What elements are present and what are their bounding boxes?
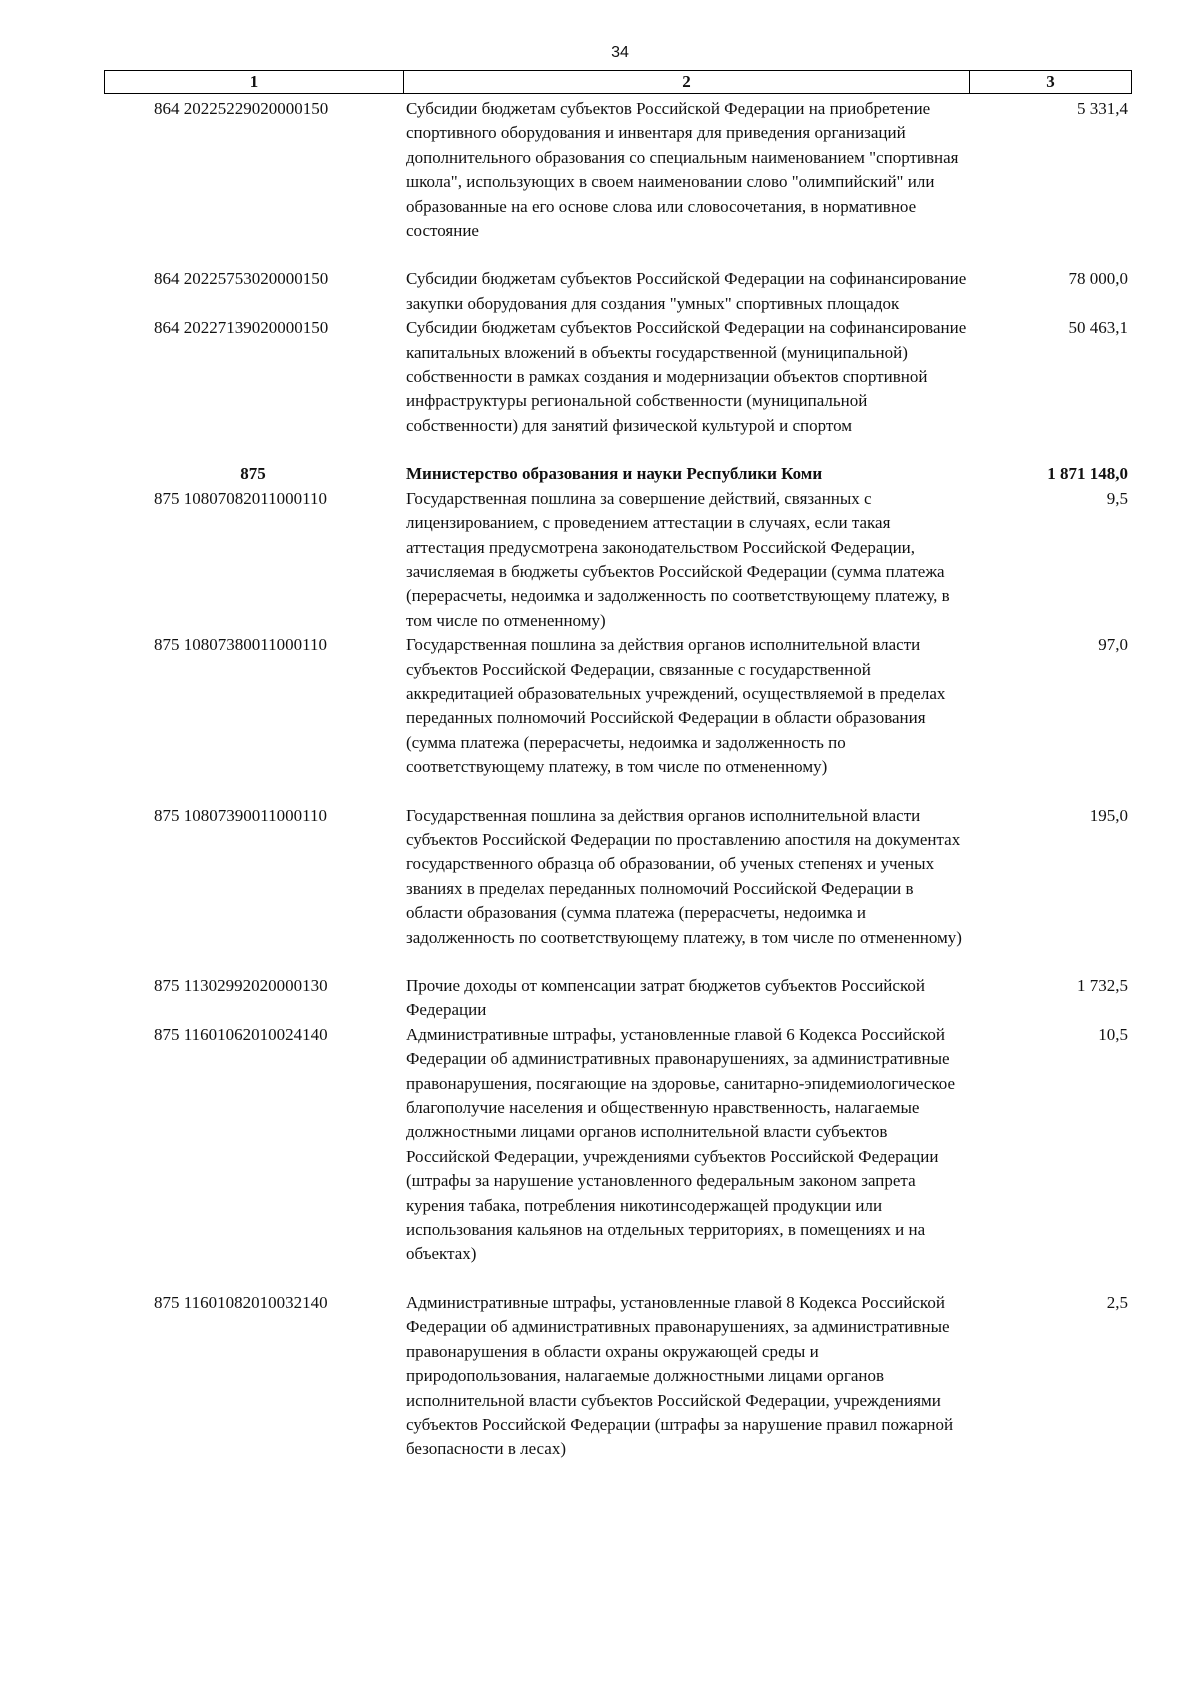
row-description: Государственная пошлина за совершение действий, связанных с лицензированием, с проведением аттестации в случаях, если такая аттестация предусмотрена законодательством Российской Федерации, зачисляемая в бюджеты субъектов Российской Федерации (сумма платежа (перерасчеты, недоимка и задолженность по соответствующему платежу, в том числе по отмененному) (406, 488, 950, 630)
row-description: Государственная пошлина за действия органов исполнительной власти субъектов Российской Федерации, связанные с государственной аккредитацией образовательных учреждений, осуществляемой в пределах переданных полномочий Российской Федерации в области образования (сумма платежа (перерасчеты, недоимка и задолженность по соответствующему платежу, в том числе по отмененному) (406, 635, 946, 777)
page-number: 34 (611, 44, 629, 61)
table-header (104, 70, 1132, 94)
row-description: Прочие доходы от компенсации затрат бюджетов субъектов Российской Федерации (406, 976, 925, 1020)
table-row (104, 97, 1132, 243)
row-code: 864 20227139020000150 (154, 318, 329, 338)
row-amount: 5 331,4 (1077, 99, 1128, 118)
row-code: 875 10807380011000110 (154, 635, 327, 655)
row-description: Субсидии бюджетам субъектов Российской Федерации на приобретение спортивного оборудования и инвентаря для приведения организаций дополнительного образования со специальным наименованием "спортивная школа", использующих в своем наименовании слово "олимпийский" или образованные на его основе слова или словосочетания, в нормативное состояние (406, 99, 959, 241)
row-amount: 50 463,1 (1068, 318, 1128, 338)
table-row (104, 1291, 1132, 1462)
row-code: 875 11601062010024140 (154, 1024, 328, 1044)
header-col-3: 3 (969, 71, 1131, 93)
row-amount: 97,0 (1098, 635, 1128, 655)
row-amount: 1 732,5 (1077, 976, 1128, 995)
table-row (104, 267, 1132, 316)
row-code: 864 20225753020000150 (154, 269, 329, 289)
row-description: Административные штрафы, установленные главой 8 Кодекса Российской Федерации об административных правонарушениях, за административные правонарушения в области охраны окружающей среды и природопользования, налагаемые должностными лицами органов исполнительной власти субъектов Российской Федерации, учреждениями субъектов Российской Федерации (штрафы за нарушение правил пожарной безопасности в лесах) (406, 1292, 954, 1459)
row-amount: 1 871 148,0 (1047, 464, 1128, 484)
row-code: 875 11601082010032140 (154, 1292, 328, 1312)
table-row (104, 804, 1132, 950)
table-row (104, 633, 1132, 779)
row-amount: 9,5 (1106, 488, 1128, 508)
row-code: 875 10807390011000110 (154, 805, 327, 825)
row-amount: 2,5 (1106, 1292, 1128, 1312)
table-body (104, 97, 1132, 1462)
table-row-section-header (104, 462, 1132, 486)
row-amount: 195,0 (1089, 805, 1128, 825)
header-col-1: 1 (249, 72, 259, 91)
row-description: Субсидии бюджетам субъектов Российской Федерации на софинансирование капитальных вложений в объекты государственной (муниципальной) собственности в рамках создания и модернизации объектов спортивной инфраструктуры региональной собственности (муниципальной собственности) для занятий физической культурой и спортом (406, 318, 967, 435)
row-code: 864 20225229020000150 (154, 99, 329, 118)
row-description: Субсидии бюджетам субъектов Российской Федерации на софинансирование закупки оборудования для создания "умных" спортивных площадок (406, 269, 967, 313)
table-row (104, 974, 1132, 1023)
row-description: Административные штрафы, установленные главой 6 Кодекса Российской Федерации об административных правонарушениях, за административные правонарушения, посягающие на здоровье, санитарно-эпидемиологическое благополучие населения и общественную нравственность, налагаемые должностными лицами органов исполнительной власти субъектов Российской Федерации, учреждениями субъектов Российской Федерации (штрафы за нарушение установленного федеральным законом запрета курения табака, потребления никотинсодержащей продукции или использования кальянов на отдельных территориях, в помещениях и на объектах) (406, 1024, 956, 1264)
row-code: 875 10807082011000110 (154, 488, 327, 508)
row-code: 875 11302992020000130 (154, 976, 328, 995)
row-code: 875 (240, 464, 266, 484)
table-row (104, 316, 1132, 438)
table-row (104, 487, 1132, 633)
row-description: Министерство образования и науки Республики Коми (406, 464, 823, 484)
row-amount: 10,5 (1098, 1024, 1128, 1044)
header-col-2: 2 (403, 71, 969, 93)
row-description: Государственная пошлина за действия органов исполнительной власти субъектов Российской Федерации по проставлению апостиля на документах государственного образца об образовании, об ученых степенях и ученых званиях в пределах переданных полномочий Российской Федерации в области образования (сумма платежа (перерасчеты, недоимка и задолженность по соответствующему платежу, в том числе по отмененному) (406, 805, 962, 947)
table-row (104, 1023, 1132, 1267)
row-amount: 78 000,0 (1068, 269, 1128, 289)
